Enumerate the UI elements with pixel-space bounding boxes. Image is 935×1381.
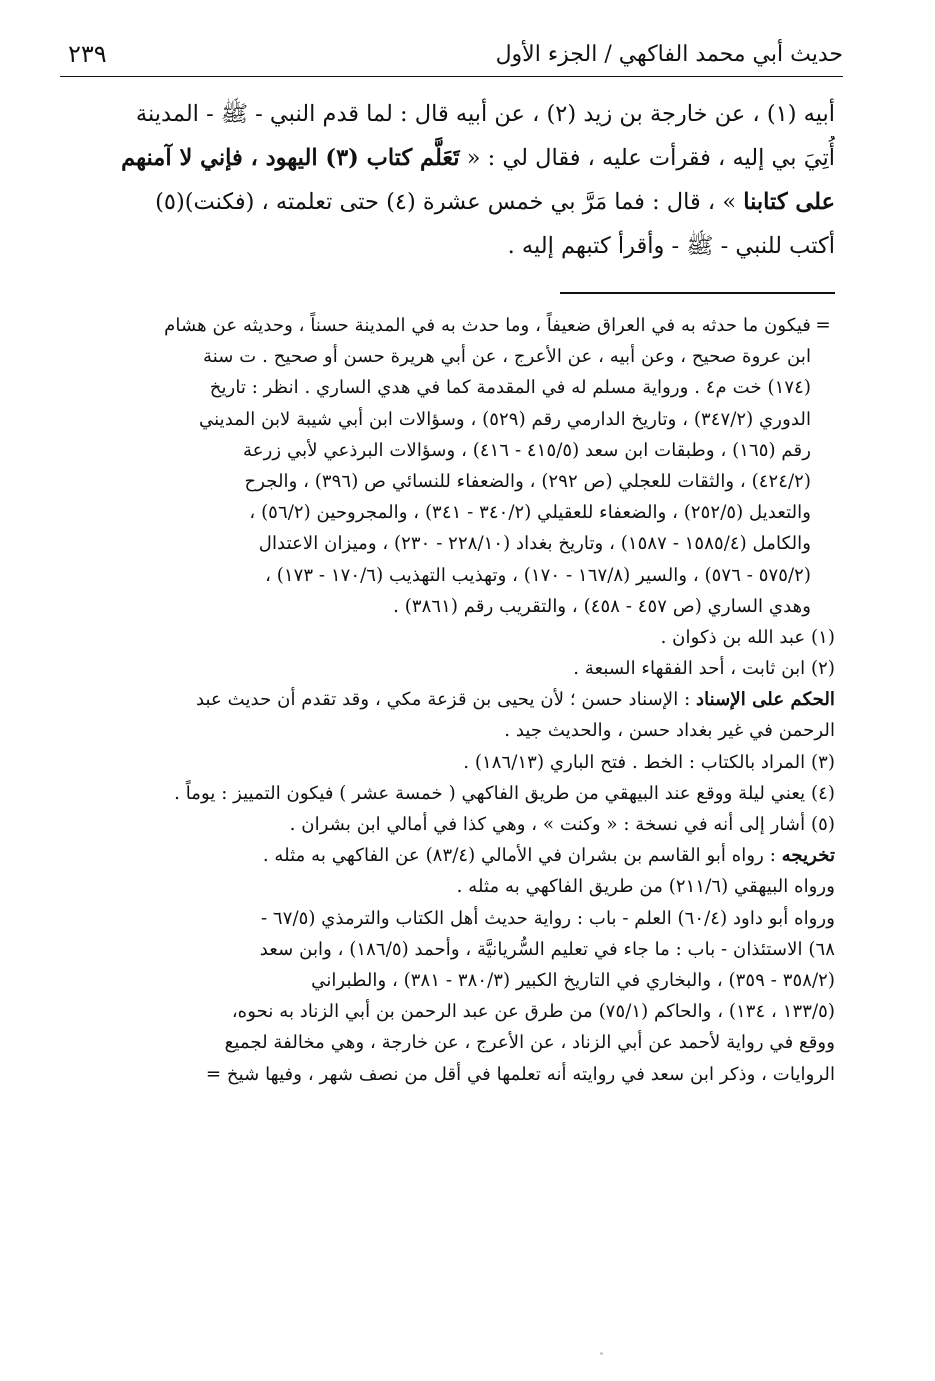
footnote-continuation-line: والتعديل (٢٥٢/٥) ، والضعفاء للعقيلي (٣٤٠/٢ - ٣٤١) ، والمجروحين (٥٦/٢) ، <box>249 502 811 524</box>
footnote-separator <box>560 292 835 294</box>
isnad-ruling-line <box>72 684 835 715</box>
footnote-5: (٥) أشار إلى أنه في نسخة : « وكنت » ، وهي كذا في أمالي ابن بشران . <box>289 814 835 835</box>
main-line-1: أبيه (١) ، عن خارجة بن زيد (٢) ، عن أبيه قال : لما قدم النبي - ﷺ - المدينة <box>135 101 835 127</box>
page-number: ٢٣٩ <box>68 40 107 68</box>
main-line-2: أُتِيَ بي إليه ، فقرأت عليه ، فقال لي : « تَعَلَّم كتاب (٣) اليهود ، فإني لا آمنهم <box>121 145 835 171</box>
takhrij-line-2: ورواه البيهقي (٢١١/٦) من طريق الفاكهي به مثله . <box>456 876 835 898</box>
running-header <box>60 40 843 77</box>
takhrij-detail-line: ورواه أبو داود (٦٠/٤) العلم - باب : رواية حديث أهل الكتاب والترمذي (٦٧/٥ - <box>260 907 835 929</box>
main-text <box>66 92 835 268</box>
footnote-continuation-line: وهدي الساري (ص ٤٥٧ - ٤٥٨) ، والتقريب رقم (٣٨٦١) . <box>393 595 811 617</box>
isnad-ruling-line-2: الرحمن في غير بغداد حسن ، والحديث جيد . <box>504 720 835 742</box>
takhrij-label: تخريجه <box>781 845 835 867</box>
header-title: حديث أبي محمد الفاكهي / الجزء الأول <box>495 42 843 67</box>
footnote-2: (٢) ابن ثابت ، أحد الفقهاء السبعة . <box>573 658 835 680</box>
takhrij-detail-line: ٦٨) الاستئذان - باب : ما جاء في تعليم السُّريانيَّة ، وأحمد (١٨٦/٥) ، وابن سعد <box>259 938 835 960</box>
takhrij-detail-line: (٣٥٨/٢ - ٣٥٩) ، والبخاري في التاريخ الكبير (٣٨٠/٣ - ٣٨١) ، والطبراني <box>311 969 835 991</box>
emphasized-phrase: على كتابنا <box>743 189 835 215</box>
takhrij-text: : رواه أبو القاسم بن بشران في الأمالي (٨٣/٤) عن الفاكهي به مثله . <box>262 845 782 867</box>
takhrij-detail-line: ووقع في رواية لأحمد عن أبي الزناد ، عن الأعرج ، عن خارجة ، وهي مخالفة لجميع <box>224 1032 835 1054</box>
emphasized-phrase: تَعَلَّم كتاب (٣) اليهود ، فإني لا آمنهم <box>121 145 460 171</box>
footnote-continuation-line: رقم (١٦٥) ، وطبقات ابن سعد (٤١٥/٥ - ٤١٦) ، وسؤالات البرذعي لأبي زرعة <box>243 439 811 461</box>
footnotes <box>72 310 835 1090</box>
footnote-continuation-text: فيكون ما حدثه به في العراق ضعيفاً ، وما حدث به في المدينة حسناً ، وحديثه عن هشام <box>164 315 811 336</box>
scan-speck <box>600 1352 603 1355</box>
isnad-ruling-label: الحكم على الإسناد <box>696 689 835 711</box>
main-line-3: على كتابنا » ، قال : فما مَرَّ بي خمس عشرة (٤) حتى تعلمته ، (فكنت)(٥) <box>155 189 835 215</box>
footnote-continuation-line: (٤٢٤/٢) ، والثقات للعجلي (ص ٢٩٢) ، والضعفاء للنسائي ص (٣٩٦) ، والجرح <box>244 470 811 492</box>
footnote-continuation-line: والكامل (١٥٨٥/٤ - ١٥٨٧) ، وتاريخ بغداد (٢٢٨/١٠ - ٢٣٠) ، وميزان الاعتدال <box>258 533 811 555</box>
footnote-3: (٣) المراد بالكتاب : الخط . فتح الباري (١٨٦/١٣) . <box>463 751 835 773</box>
takhrij-detail-line: (١٣٣/٥ ، ١٣٤) ، والحاكم (٧٥/١) من طرق عن عبد الرحمن بن أبي الزناد به نحوه، <box>231 1001 835 1023</box>
isnad-ruling-text: : الإسناد حسن ؛ لأن يحيى بن قزعة مكي ، وقد تقدم أن حديث عبد <box>195 689 697 711</box>
footnote-1: (١) عبد الله بن ذكوان . <box>660 626 835 648</box>
takhrij-line <box>72 840 835 871</box>
main-line-4: أكتب للنبي - ﷺ - وأقرأ كتبهم إليه . <box>507 233 835 259</box>
footnote-continuation-line: (١٧٤) خت م٤ . ورواية مسلم له في المقدمة كما في هدي الساري . انظر : تاريخ <box>209 377 811 399</box>
footnote-4: (٤) يعني ليلة ووقع عند البيهقي من طريق الفاكهي ( خمسة عشر ) فيكون التمييز : يوماً . <box>174 782 835 804</box>
footnote-continuation-line: الدوري (٣٤٧/٢) ، وتاريخ الدارمي رقم (٥٢٩) ، وسؤالات ابن أبي شيبة لابن المديني <box>199 408 811 430</box>
takhrij-detail-line: الروايات ، وذكر ابن سعد في روايته أنه تعلمها في أقل من نصف شهر ، وفيها شيخ = <box>205 1063 835 1085</box>
footnote-continuation-line <box>72 310 835 341</box>
footnote-continuation-line: ابن عروة صحيح ، وعن أبيه ، عن الأعرج ، عن أبي هريرة حسن أو صحيح . ت سنة <box>203 346 811 368</box>
footnote-continuation-line: (٥٧٥/٢ - ٥٧٦) ، والسير (١٦٧/٨ - ١٧٠) ، وتهذيب التهذيب (١٧٠/٦ - ١٧٣) ، <box>265 564 811 586</box>
continuation-mark: = <box>815 315 831 336</box>
